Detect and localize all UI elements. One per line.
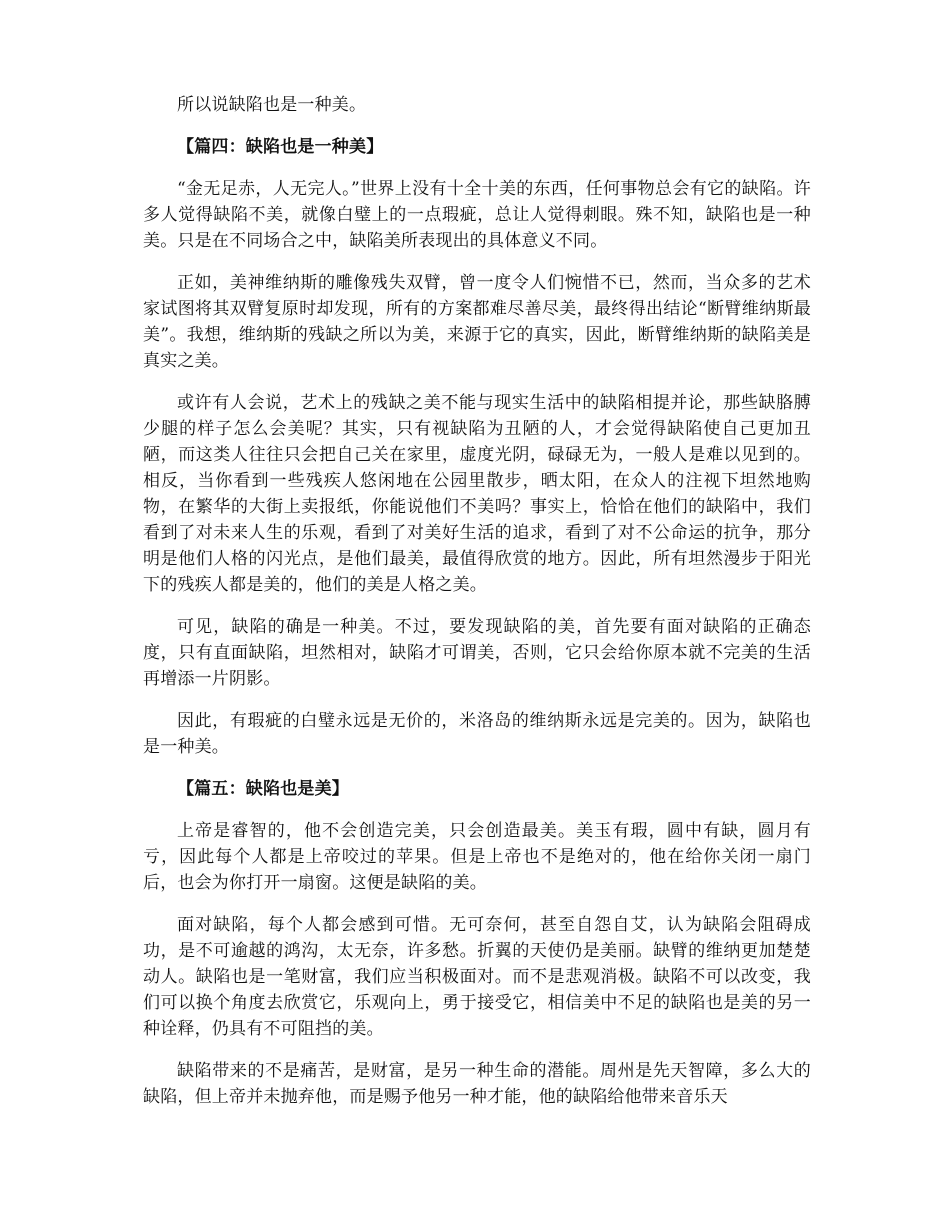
section-heading-4: 【篇四：缺陷也是一种美】 <box>177 137 384 157</box>
paragraph-3: 正如，美神维纳斯的雕像残失双臂，曾一度令人们惋惜不已，然而，当众多的艺术家试图将其双臂复原时却发现，所有的方案都难尽善尽美，最终得出结论“断臂维纳斯最美”。我想，维纳斯的残缺之所以为美，来源于它的真实，因此，断臂维纳斯的缺陷美是真实之美。 <box>143 273 811 371</box>
section-heading-5: 【篇五：缺陷也是美】 <box>177 779 349 799</box>
document-body <box>143 92 811 1126</box>
paragraph-6: 因此，有瑕疵的白璧永远是无价的，米洛岛的维纳斯永远是完美的。因为，缺陷也是一种美。 <box>143 711 811 757</box>
paragraph-2: “金无足赤，人无完人。”世界上没有十全十美的东西，任何事物总会有它的缺陷。许多人觉得缺陷不美，就像白璧上的一点瑕疵，总让人觉得刺眼。殊不知，缺陷也是一种美。只是在不同场合之中，缺陷美所表现出的具体意义不同。 <box>143 179 811 251</box>
paragraph-4: 或许有人会说，艺术上的残缺之美不能与现实生活中的缺陷相提并论，那些缺胳膊少腿的样子怎么会美呢？其实，只有视缺陷为丑陋的人，才会觉得缺陷使自己更加丑陋，而这类人往往只会把自己关在家里，虚度光阴，碌碌无为，一般人是难以见到的。相反，当你看到一些残疾人悠闲地在公园里散步，晒太阳，在众人的注视下坦然地购物，在繁华的大街上卖报纸，你能说他们不美吗？事实上，恰恰在他们的缺陷中，我们看到了对未来人生的乐观，看到了对美好生活的追求，看到了对不公命运的抗争，那分明是他们人格的闪光点，是他们最美，最值得欣赏的地方。因此，所有坦然漫步于阳光下的残疾人都是美的，他们的美是人格之美。 <box>143 393 811 595</box>
paragraph-1: 所以说缺陷也是一种美。 <box>177 95 367 115</box>
paragraph-7: 上帝是睿智的，他不会创造完美，只会创造最美。美玉有瑕，圆中有缺，圆月有亏，因此每个人都是上帝咬过的苹果。但是上帝也不是绝对的，他在给你关闭一扇门后，也会为你打开一扇窗。这便是缺陷的美。 <box>143 821 811 893</box>
paragraph-9: 缺陷带来的不是痛苦，是财富，是另一种生命的潜能。周州是先天智障，多么大的缺陷，但上帝并未抛弃他，而是赐予他另一种才能，他的缺陷给他带来音乐天 <box>143 1061 811 1107</box>
paragraph-8: 面对缺陷，每个人都会感到可惜。无可奈何，甚至自怨自艾，认为缺陷会阻碍成功，是不可逾越的鸿沟，太无奈，许多愁。折翼的天使仍是美丽。缺臂的维纳更加楚楚动人。缺陷也是一笔财富，我们应当积极面对。而不是悲观消极。缺陷不可以改变，我们可以换个角度去欣赏它，乐观向上，勇于接受它，相信美中不足的缺陷也是美的另一种诠释，仍具有不可阻挡的美。 <box>143 915 811 1039</box>
paragraph-5: 可见，缺陷的确是一种美。不过，要发现缺陷的美，首先要有面对缺陷的正确态度，只有直面缺陷，坦然相对，缺陷才可谓美，否则，它只会给你原本就不完美的生活再增添一片阴影。 <box>143 617 811 689</box>
